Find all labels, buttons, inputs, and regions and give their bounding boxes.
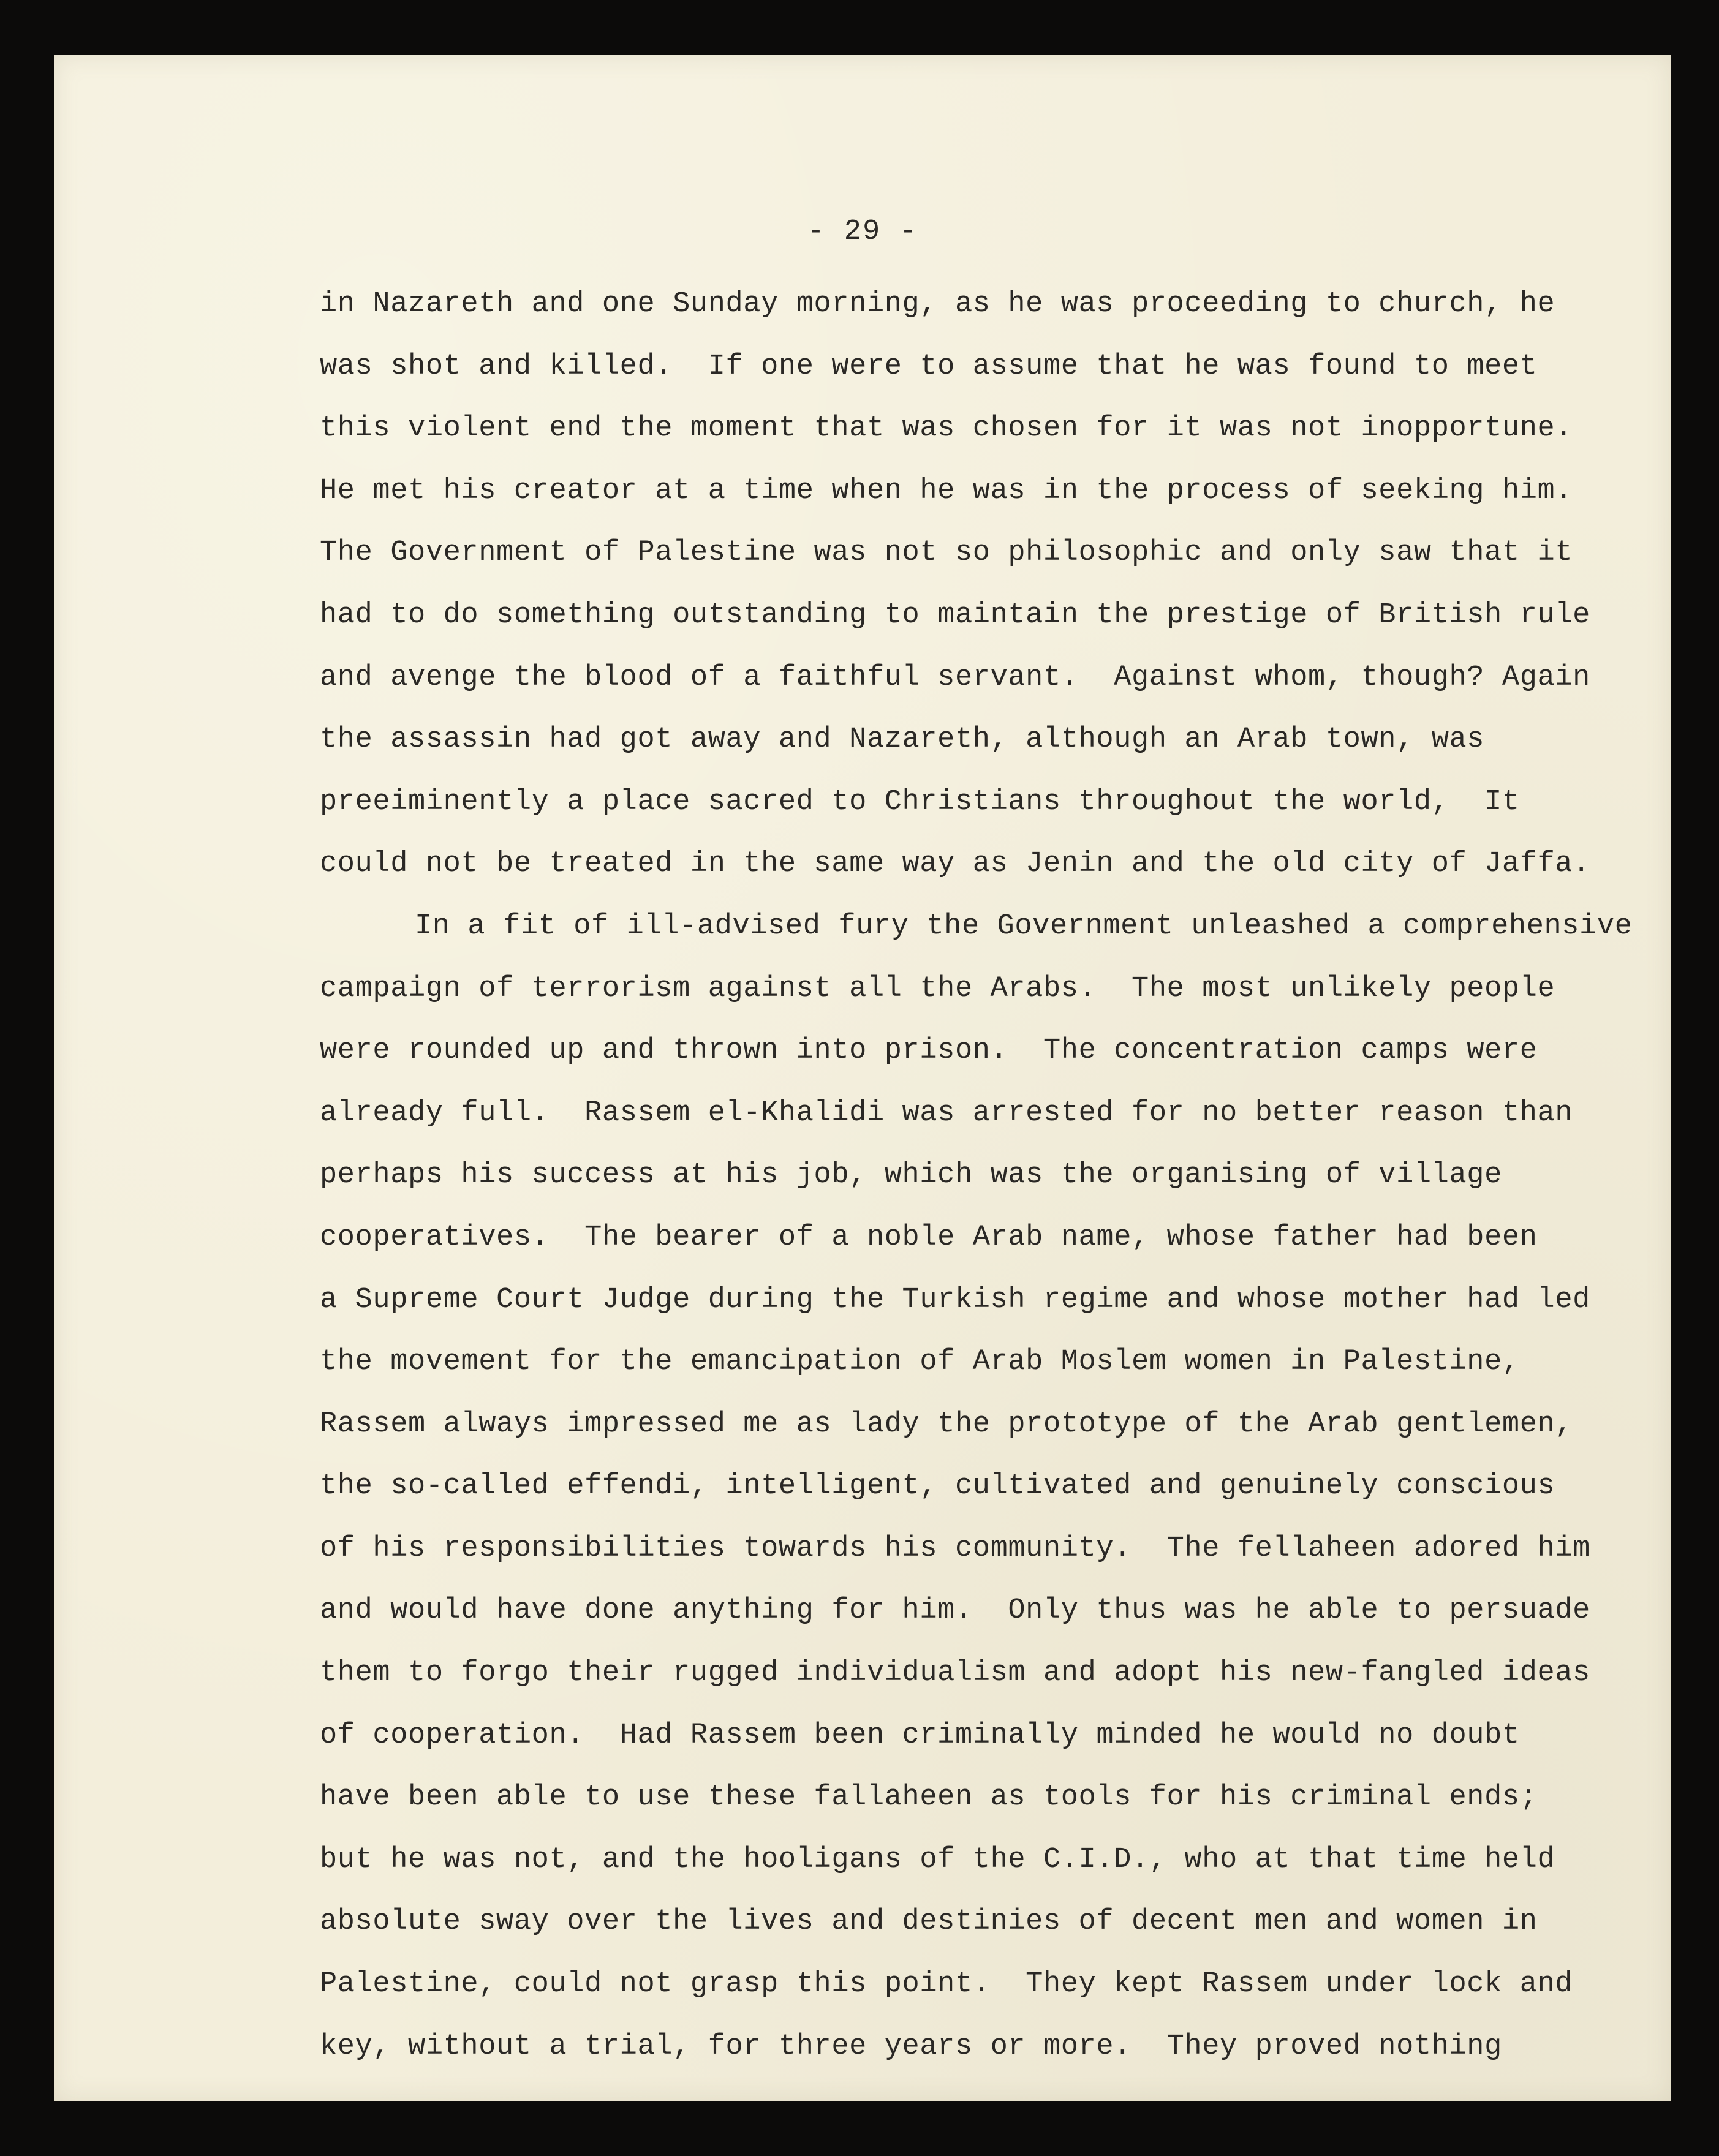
text-line: Rassem always impressed me as lady the prototype of the Arab gentlemen,	[320, 1408, 1573, 1441]
text-line: had to do something outstanding to maintain the prestige of British rule	[320, 598, 1590, 631]
text-line: of his responsibilities towards his community. The fellaheen adored him	[320, 1532, 1590, 1565]
text-line: have been able to use these fallaheen as tools for his criminal ends;	[320, 1781, 1538, 1814]
text-line: key, without a trial, for three years or more. They proved nothing	[320, 2030, 1502, 2063]
text-line: perhaps his success at his job, which was the organising of village	[320, 1159, 1502, 1192]
text-line: absolute sway over the lives and destinies of decent men and women in	[320, 1905, 1538, 1939]
text-line: and avenge the blood of a faithful servant. Against whom, though? Again	[320, 661, 1590, 694]
text-line: cooperatives. The bearer of a noble Arab name, whose father had been	[320, 1221, 1538, 1254]
text-line: campaign of terrorism against all the Arabs. The most unlikely people	[320, 972, 1555, 1005]
text-line: and would have done anything for him. Only thus was he able to persuade	[320, 1594, 1590, 1627]
text-line: He met his creator at a time when he was in the process of seeking him.	[320, 474, 1573, 507]
text-line-indented: In a fit of ill-advised fury the Government unleashed a comprehensive	[415, 910, 1633, 943]
text-line: already full. Rassem el-Khalidi was arrested for no better reason than	[320, 1096, 1573, 1129]
text-line: a Supreme Court Judge during the Turkish regime and whose mother had led	[320, 1283, 1590, 1316]
text-line: preeiminently a place sacred to Christians throughout the world, It	[320, 785, 1520, 818]
body-text	[320, 273, 1719, 2078]
typewritten-page	[54, 55, 1671, 2101]
text-line: could not be treated in the same way as Jenin and the old city of Jaffa.	[320, 848, 1590, 881]
text-line: the movement for the emancipation of Arab Moslem women in Palestine,	[320, 1346, 1520, 1379]
text-line: The Government of Palestine was not so philosophic and only saw that it	[320, 537, 1573, 570]
text-line: were rounded up and thrown into prison. The concentration camps were	[320, 1035, 1538, 1068]
text-line: Palestine, could not grasp this point. They kept Rassem under lock and	[320, 1968, 1573, 2001]
text-line: of cooperation. Had Rassem been criminally minded he would no doubt	[320, 1719, 1520, 1752]
text-line: this violent end the moment that was chosen for it was not inopportune.	[320, 412, 1573, 445]
text-line: them to forgo their rugged individualism and adopt his new-fangled ideas	[320, 1657, 1590, 1690]
text-line: but he was not, and the hooligans of the C.I.D., who at that time held	[320, 1843, 1555, 1876]
text-line: the so-called effendi, intelligent, cultivated and genuinely conscious	[320, 1470, 1555, 1503]
text-line: was shot and killed. If one were to assume that he was found to meet	[320, 350, 1538, 383]
text-line: in Nazareth and one Sunday morning, as he was proceeding to church, he	[320, 288, 1555, 320]
text-line: the assassin had got away and Nazareth, although an Arab town, was	[320, 723, 1485, 756]
page-number: - 29 -	[807, 216, 918, 248]
